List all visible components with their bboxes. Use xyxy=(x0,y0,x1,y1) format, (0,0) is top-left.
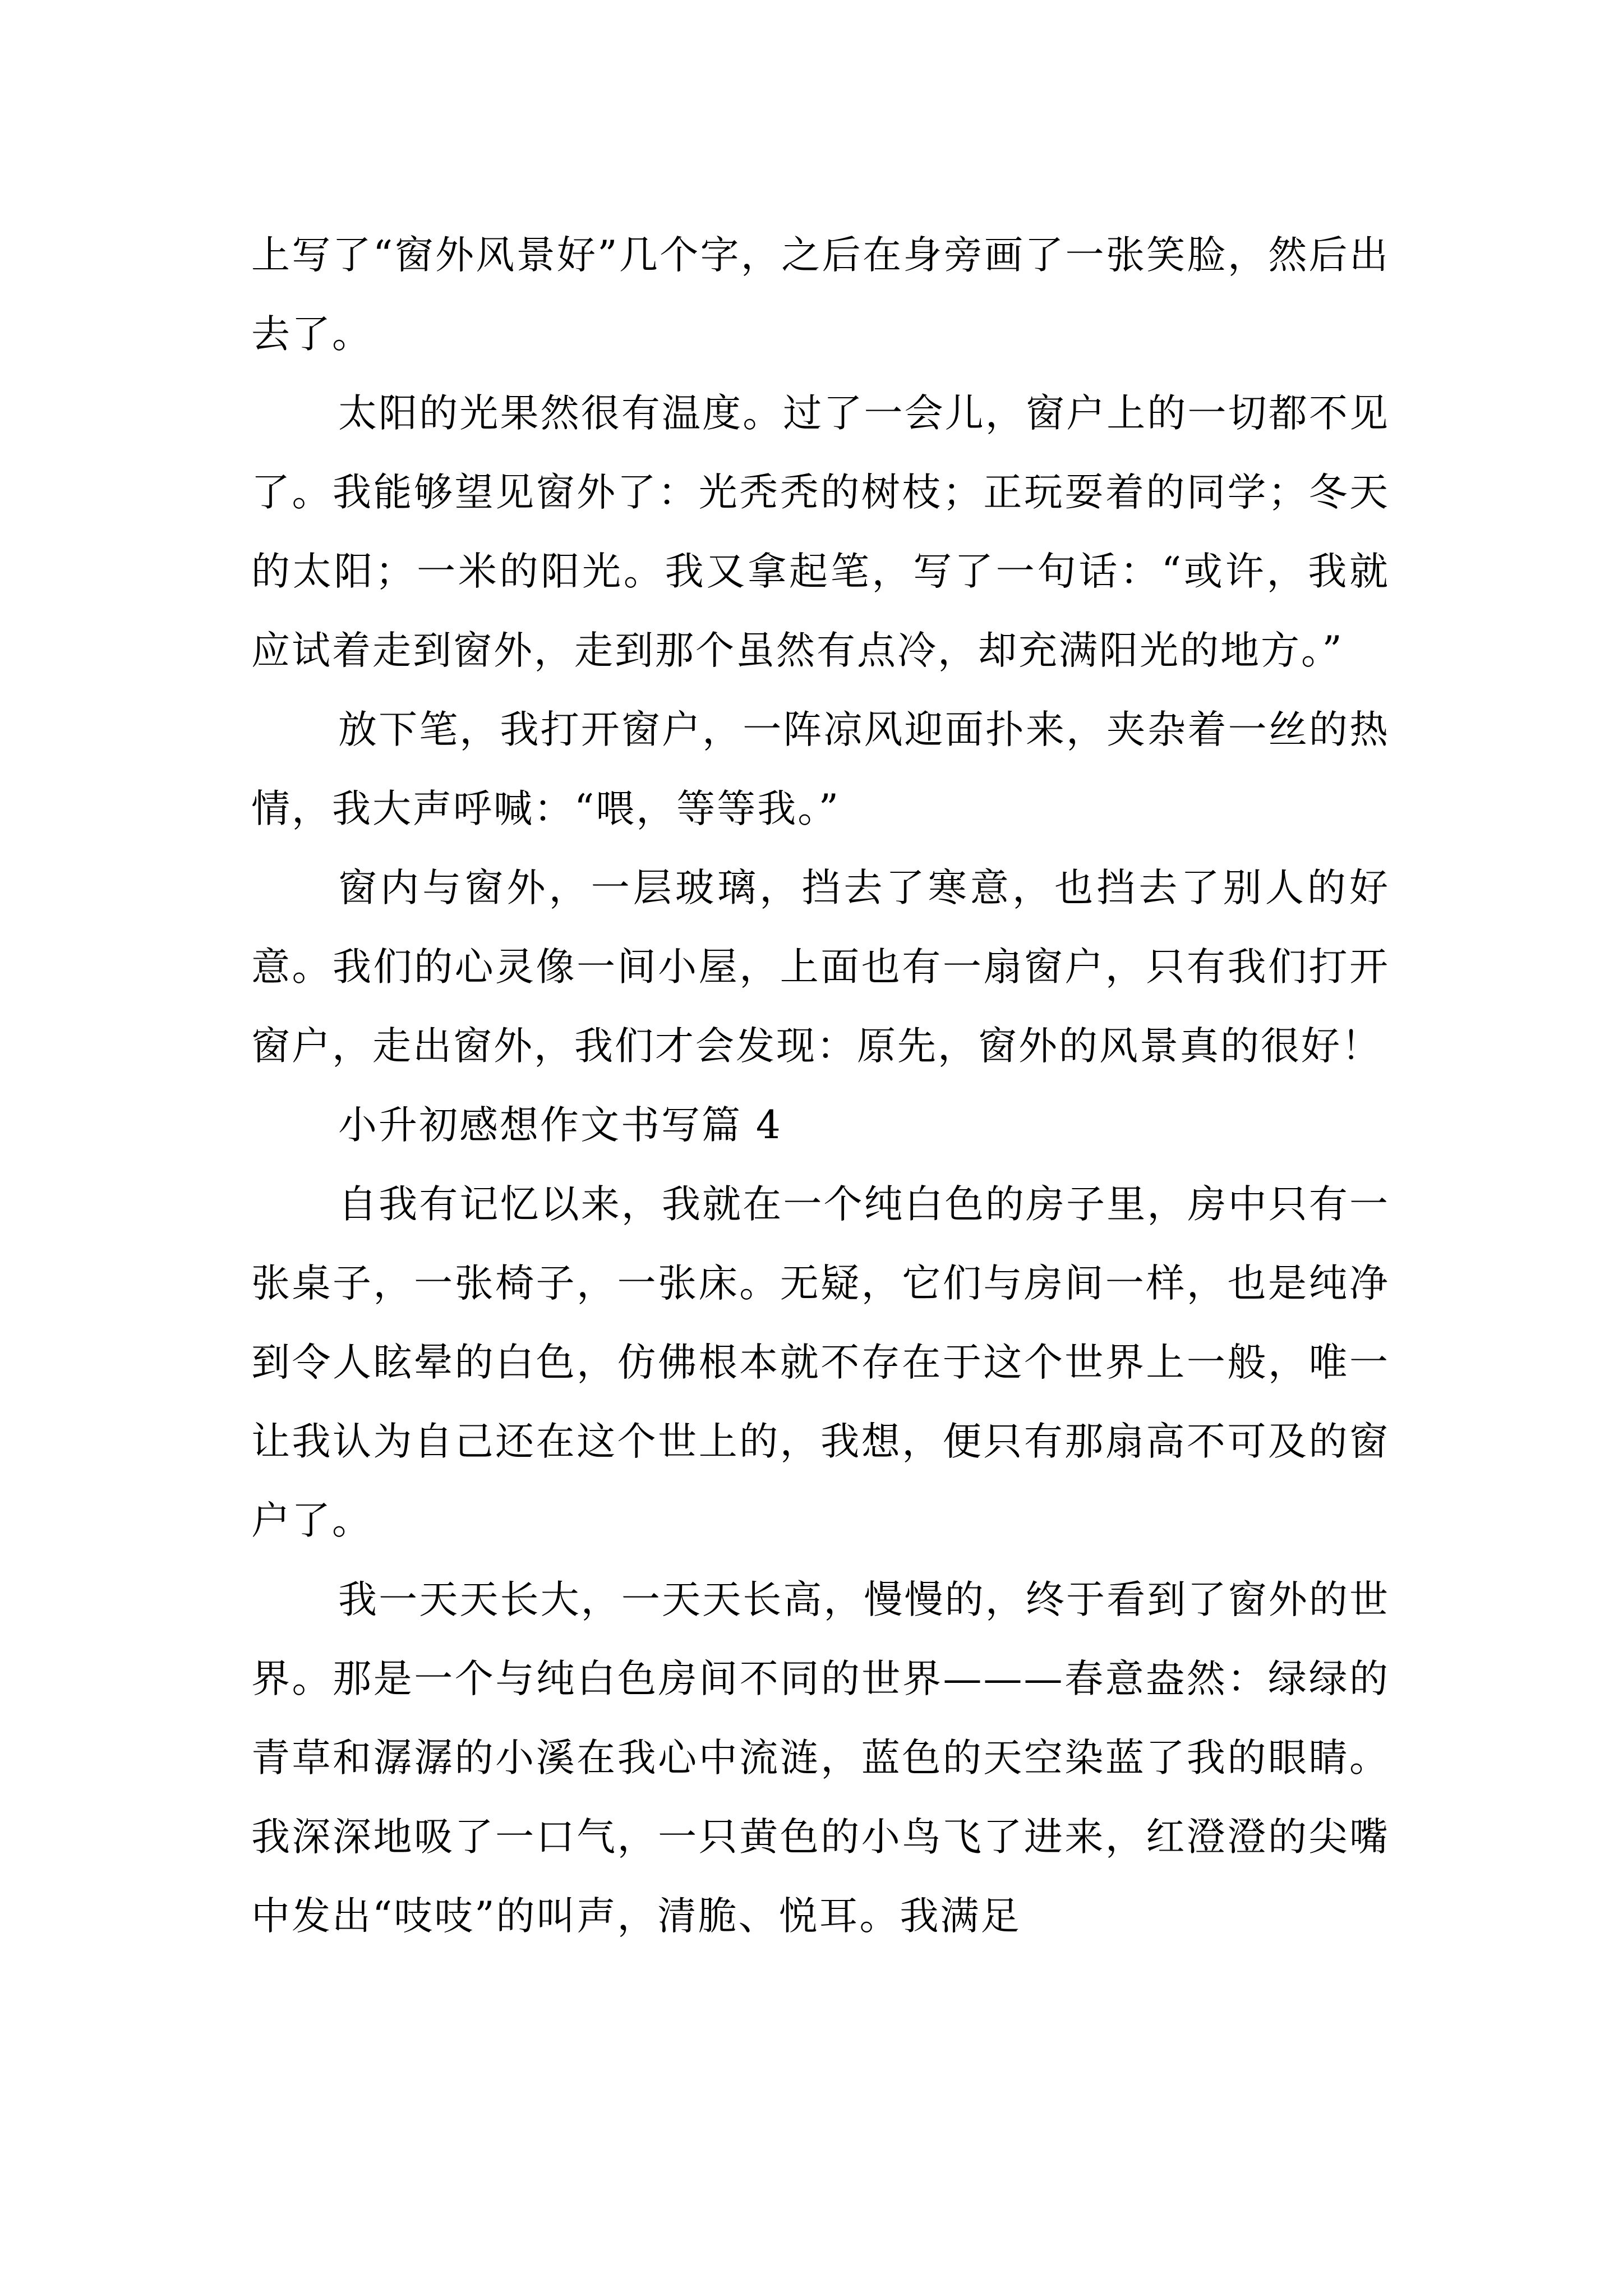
paragraph: 太阳的光果然很有温度。过了一会儿，窗户上的一切都不见了。我能够望见窗外了：光秃秃的树枝；正玩耍着的同学；冬天的太阳；一米的阳光。我又拿起笔，写了一句话：“或许，我就应试着走到窗外，走到那个虽然有点冷，却充满阳光的地方。” xyxy=(251,391,1390,673)
paragraph: 上写了“窗外风景好”几个字，之后在身旁画了一张笑脸，然后出去了。 xyxy=(251,233,1390,357)
paragraph: 自我有记忆以来，我就在一个纯白色的房子里，房中只有一张桌子，一张椅子，一张床。无疑，它们与房间一样，也是纯净到令人眩晕的白色，仿佛根本就不存在于这个世界上一般，唯一让我认为自己还在这个世上的，我想，便只有那扇高不可及的窗户了。 xyxy=(251,1182,1390,1543)
section-heading: 小升初感想作文书写篇 4 xyxy=(338,1103,782,1148)
paragraph: 放下笔，我打开窗户，一阵凉风迎面扑来，夹杂着一丝的热情，我大声呼喊：“喂，等等我。” xyxy=(251,707,1390,831)
document-body xyxy=(251,216,1390,1956)
paragraph: 窗内与窗外，一层玻璃，挡去了寒意，也挡去了别人的好意。我们的心灵像一间小屋，上面也有一扇窗户，只有我们打开窗户，走出窗外，我们才会发现：原先，窗外的风景真的很好！ xyxy=(251,866,1390,1069)
paragraph: 我一天天长大，一天天长高，慢慢的，终于看到了窗外的世界。那是一个与纯白色房间不同的世界———春意盎然：绿绿的青草和潺潺的小溪在我心中流涟，蓝色的天空染蓝了我的眼睛。我深深地吸了一口气，一只黄色的小鸟飞了进来，红澄澄的尖嘴中发出“吱吱”的叫声，清脆、悦耳。我满足 xyxy=(251,1577,1390,1939)
